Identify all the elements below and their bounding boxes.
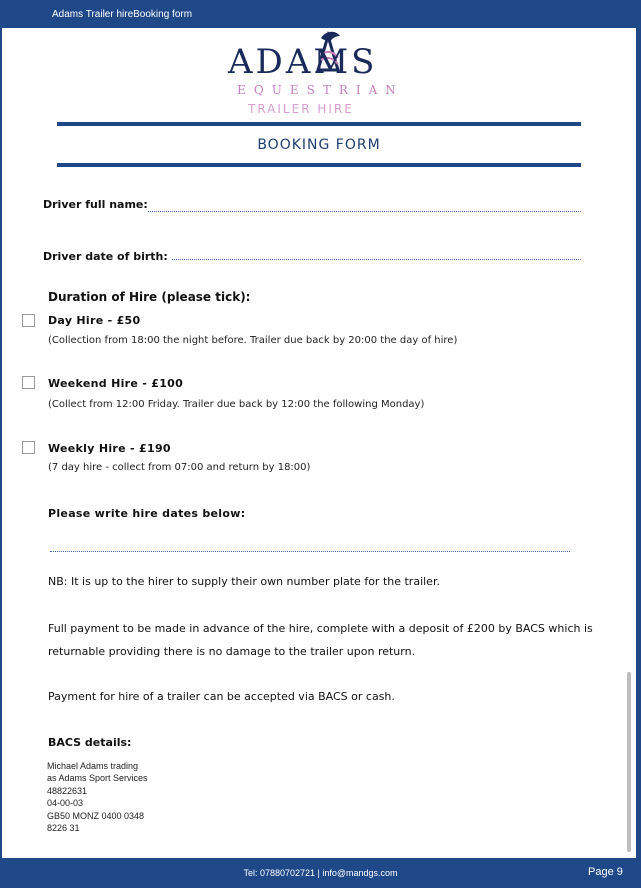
number-plate-note: NB: It is up to the hirer to supply their own number plate for the trailer. [48,575,440,588]
bacs-account-number: 48822631 [47,786,88,796]
weekly-hire-description: (7 day hire - collect from 07:00 and return by 18:00) [48,462,311,473]
logo-tagline: TRAILER HIRE [248,102,354,116]
footer-contact: Tel: 07880702721 | info@mandgs.com [243,868,398,878]
company-logo [220,28,420,118]
bacs-line: Michael Adams trading [47,761,139,771]
driver-dob-field[interactable] [172,259,581,260]
weekend-hire-title: Weekend Hire - £100 [48,377,184,390]
day-hire-title: Day Hire - £50 [48,314,141,327]
logo-subtitle: EQUESTRIAN [237,83,404,97]
page-number: Page 9 [588,866,623,878]
weekly-hire-checkbox[interactable] [22,441,35,454]
driver-dob-label: Driver date of birth: [43,250,168,263]
document-title: Adams Trailer hireBooking form [52,9,193,20]
hire-dates-field[interactable] [50,551,570,552]
weekly-hire-title: Weekly Hire - £190 [48,442,171,455]
title-rule-bottom [57,163,581,167]
frame-left [0,28,2,858]
page-footer [0,858,641,888]
bacs-line: as Adams Sport Services [47,773,148,783]
form-title: BOOKING FORM [257,137,381,153]
hire-dates-label: Please write hire dates below: [48,507,246,520]
title-rule-top [57,122,581,126]
day-hire-description: (Collection from 18:00 the night before. Trailer due back by 20:00 the day of hire) [48,335,458,346]
title-bar [0,0,641,28]
logo-wordmark: ADAMS [228,42,378,82]
payment-terms-line-2: returnable providing there is no damage to the trailer upon return. [48,645,416,658]
frame-right [636,28,641,858]
payment-terms-line-1: Full payment to be made in advance of the hire, complete with a deposit of £200 by BACS which is [48,622,593,635]
scrollbar-thumb[interactable] [627,672,631,852]
bacs-sort-code: 04-00-03 [47,798,84,808]
duration-heading: Duration of Hire (please tick): [48,290,251,304]
payment-methods: Payment for hire of a trailer can be accepted via BACS or cash. [48,690,395,703]
bacs-iban-part-2: 8226 31 [47,823,80,833]
bacs-heading: BACS details: [48,736,132,749]
driver-name-label: Driver full name: [43,198,148,211]
weekend-hire-description: (Collect from 12:00 Friday. Trailer due back by 12:00 the following Monday) [48,399,425,410]
driver-name-field[interactable] [148,211,581,212]
bacs-iban-part-1: GB50 MONZ 0400 0348 [47,811,145,821]
weekend-hire-checkbox[interactable] [22,376,35,389]
day-hire-checkbox[interactable] [22,314,35,327]
